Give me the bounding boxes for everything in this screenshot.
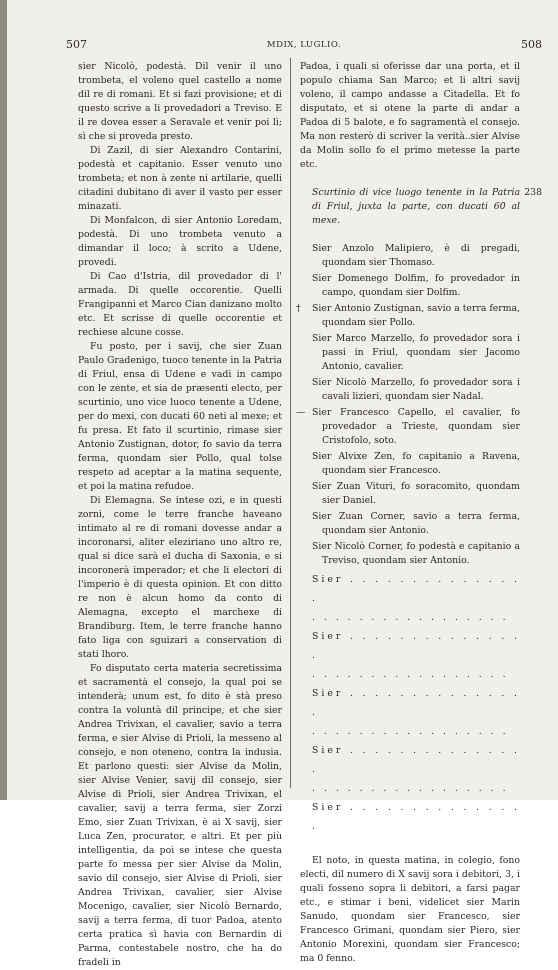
section-title: Scurtinio di vice luogo tenente in la Patria di Friul, juxta la parte, con ducati 60 al mexe. (312, 187, 520, 226)
vote-mark: — (296, 407, 306, 418)
candidate-entry (300, 540, 520, 568)
candidate-list (296, 242, 521, 568)
candidate-text: Sier Zuan Vituri, fo soracomito, quondam sier Daniel. (312, 481, 520, 506)
candidate-entry (300, 450, 520, 478)
blank-entries (300, 570, 520, 836)
running-header (66, 38, 542, 52)
paragraph: Fo disputato certa materia secretissima et sacramentà el consejo, la qual poi se intenderà; unum est, fo dito è stà preso contra la voluntà dil principe, et che sier Andrea Trivixan, el cavalier, savio a terra ferma, e sier Alvise di Prioli, la messeno al consejo, e non oteneno, contra la indusia. Et parlono questi: sier Alvise da Molin, sier Alvise Venier, savij dil consejo, sier Alvise di Prioli, sier Andrea Trivixan, el cavalier, savij a terra ferma, sier Zorzi Emo, sier Zuan Trivixan, è ai X savij, sier Luca Zen, procurator, e altri. Et per più intelligentia, da poi se intese che questa parte fo messa per sier Alvise da Molin, savio dil consejo, sier Alvise di Prioli, sier Andrea Trivixan, cavalier, sier Alvise Mocenigo, cavalier, sier Nicolò Bernardo, savij a terra ferma, di tuor Padoa, atento certa pratica sì havia con Bernardin di Parma, contestabele nostro, che ha do fradeli in (78, 663, 282, 968)
blank-entry: Sier . . . . . . . . . . . . . . . (312, 802, 520, 832)
blank-entry: . . . . . . . . . . . . . . . . . (312, 612, 509, 623)
blank-entry: . . . . . . . . . . . . . . . . . (312, 726, 509, 737)
candidate-text: Sier Zuan Corner, savio a terra ferma, quondam sier Antonio. (312, 511, 520, 536)
page-number-left: 507 (66, 38, 87, 51)
page-binding-edge (0, 0, 7, 800)
candidate-text: Sier Francesco Capello, el cavalier, fo provedador a Trieste, quondam sier Cristofolo, soto. (312, 407, 520, 446)
right-column (296, 60, 542, 966)
closing-note: El noto, in questa matina, in colegio, fono electi, dil numero di X savij sora i debitori, 3, i quali fosseno sopra li debitori, a farsi pagar etc., e stimar i beni, videlicet sier Marin Sanudo, quondam sier Francesco, sier Francesco Grimani, quondam sier Piero, sier Antonio Morexini, quondam sier Francesco; ma 0 fenno. (300, 855, 520, 964)
candidate-text: Sier Antonio Zustignan, savio a terra ferma, quondam sier Pollo. (312, 303, 521, 328)
candidate-entry (300, 242, 520, 270)
blank-entry: . . . . . . . . . . . . . . . . . (312, 669, 509, 680)
candidate-entry (296, 302, 521, 330)
margin-number: 238 (524, 187, 542, 198)
candidate-entry (300, 480, 520, 508)
blank-entry: Sier . . . . . . . . . . . . . . . (312, 631, 520, 661)
candidate-text: Sier Domenego Dolfim, fo provedador in campo, quondam sier Dolfim. (312, 273, 520, 298)
blank-entry: . . . . . . . . . . . . . . . . . (312, 783, 509, 794)
candidate-text: Sier Alvixe Zen, fo capitanio a Ravena, quondam sier Francesco. (312, 451, 520, 476)
candidate-entry (300, 332, 520, 374)
paragraph: sier Nicolò, podestà. Dil venir il uno trombeta, el voleno quel castello a nome dil re di romani. Et si fazi provisione; et di questo scrive a li provedadori a Treviso. E il re dovea esser a Seravale et venir poi lì; sì che si proveda presto. (78, 61, 282, 142)
blank-entry: Sier . . . . . . . . . . . . . . . (312, 745, 520, 775)
paragraph: Padoa, i quali si oferisse dar una porta, et il populo chiama San Marco; et li altri savij voleno, il campo andasse a Citadella. Et fo disputato, et si otene la parte di andar a Padoa di 5 balote, e fo sagramentà el consejo. Ma non resterò di scriver la verità..sier Alvise da Molin sollo fo el primo metesse la parte etc. (300, 61, 520, 170)
paragraph: Di Zazil, di sier Alexandro Contarini, podestà et capitanio. Esser venuto uno trombeta; et non à zente ni artilarie, quelli citadini dubitano di aver il vasto per esser minazati. (78, 145, 282, 212)
paragraph: Fu posto, per i savij, che sier Zuan Paulo Gradenigo, tuoco tenente in la Patria di Friul, ensa di Udene e vadi in campo con le zente, et sia de præsenti electo, per scurtinio, uno vice luoco tenente a Udene, per do mexi, con ducati 60 neti al mexe; et fu presa. Et fato il scurtinio, rimase sier Antonio Zustignan, dotor, fo savio da terra ferma, quondam sier Pollo, qual tolse respeto ad aceptar a la matina sequente, et poi la matina refudoe. (78, 341, 282, 492)
page-number-right: 508 (521, 38, 542, 51)
left-column (78, 60, 282, 970)
vote-mark: † (296, 303, 301, 314)
column-divider (290, 58, 291, 788)
paragraph: Di Cao d'Istria, dil provedador di l' armada. Di quelle occorentie. Quelli Frangipanni et Marco Cian danizano molto etc. Et scrisse di quelle occorentie et rechiese alcune cosse. (78, 271, 282, 338)
paragraph: Di Elemagna. Se intese ozi, e in questi zorni, come le terre franche haveano intimato al re di romani dovesse andar a incoronarsi, aliter eleziriano uno altro re, qual si dice sarà el ducha di Saxonia, e si incoronerà imperador; et che li electori di l'imperio è di questa opinion. Et con ditto re non è alcun homo da conto di Alemagna, excepto el marchexe di Brandiburg. Item, le terre franche hanno fato liga con sguizari a conservation di stati lhoro. (78, 495, 282, 660)
blank-entry: Sier . . . . . . . . . . . . . . . (312, 688, 520, 718)
candidate-entry (300, 510, 520, 538)
candidate-entry (300, 376, 520, 404)
candidate-entry (296, 406, 520, 448)
paragraph: Di Monfalcon, di sier Antonio Loredam, podestà. Di uno trombeta venuto a dimandar il loco; à scrito a Udene, provedi. (78, 215, 282, 268)
candidate-text: Sier Nicolò Corner, fo podestà e capitanio a Treviso, quondam sier Antonio. (312, 541, 520, 566)
candidate-text: Sier Marco Marzello, fo provedador sora i passi in Friul, quondam sier Jacomo Antonio, cavalier. (312, 333, 520, 372)
candidate-entry (300, 272, 520, 300)
blank-entry: Sier . . . . . . . . . . . . . . . (312, 574, 520, 604)
candidate-text: Sier Nicolò Marzello, fo provedador sora i cavali lizieri, quondam sier Nadal. (312, 377, 520, 402)
section-heading (300, 186, 542, 228)
running-title: MDIX, LUGLIO. (266, 40, 342, 50)
candidate-text: Sier Anzolo Malipiero, è di pregadi, quondam sier Thomaso. (312, 243, 520, 268)
